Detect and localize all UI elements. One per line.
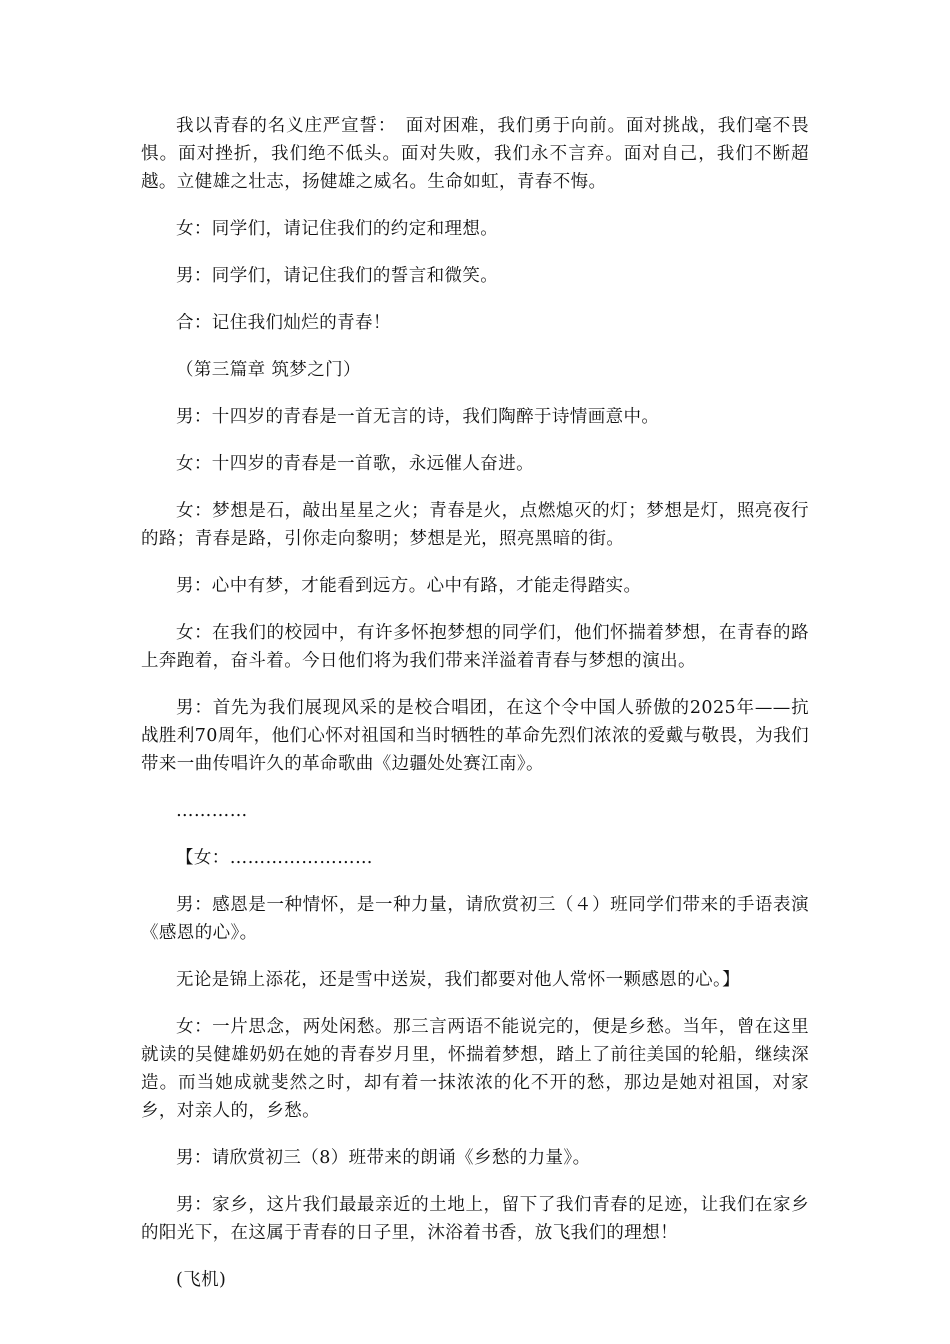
document-body [141, 112, 809, 1313]
paragraph-male-hometown: 男：家乡，这片我们最最亲近的土地上，留下了我们青春的足迹，让我们在家乡的阳光下，在这属于青春的日子里，沐浴着书香，放飞我们的理想！ [141, 1195, 809, 1243]
paragraph-female-promise: 女：同学们，请记住我们的约定和理想。 [176, 219, 499, 239]
paragraph-male-choir: 男：首先为我们展现风采的是校合唱团，在这个令中国人骄傲的2025年——抗战胜利70周年，他们心怀对祖国和当时牺牲的革命先烈们浓浓的爱戴与敬畏，为我们带来一曲传唱许久的革命歌曲《边疆处处赛江南》。 [141, 698, 809, 774]
paragraph-male-gratitude: 男：感恩是一种情怀，是一种力量，请欣赏初三（４）班同学们带来的手语表演《感恩的心》。 [141, 895, 809, 943]
paragraph-female-song: 女：十四岁的青春是一首歌，永远催人奋进。 [176, 454, 534, 474]
paragraph-oath: 我以青春的名义庄严宣誓： 面对困难，我们勇于向前。面对挑战，我们毫不畏惧。面对挫折，我们绝不低头。面对失败，我们永不言弃。面对自己，我们不断超越。立健雄之壮志，扬健雄之威名。生命如虹，青春不悔。 [141, 116, 809, 192]
paragraph-male-promise: 男：同学们，请记住我们的誓言和微笑。 [176, 266, 499, 286]
paragraph-together: 合：记住我们灿烂的青春！ [176, 313, 391, 333]
paragraph-female-bracket: 【女：…………………… [176, 848, 373, 868]
paragraph-male-heart: 男：心中有梦，才能看到远方。心中有路，才能走得踏实。 [176, 576, 642, 596]
paragraph-ellipsis: ………… [176, 801, 248, 821]
paragraph-female-campus: 女：在我们的校园中，有许多怀抱梦想的同学们，他们怀揣着梦想，在青春的路上奔跑着，奋斗着。今日他们将为我们带来洋溢着青春与梦想的演出。 [141, 623, 809, 671]
paragraph-gratitude-close: 无论是锦上添花，还是雪中送炭，我们都要对他人常怀一颗感恩的心。】 [176, 970, 741, 990]
paragraph-airplane: (飞机) [176, 1270, 227, 1290]
paragraph-female-nostalgia: 女：一片思念，两处闲愁。那三言两语不能说完的，便是乡愁。当年，曾在这里就读的吴健雄奶奶在她的青春岁月里，怀揣着梦想，踏上了前往美国的轮船，继续深造。而当她成就斐然之时，却有着一抹浓浓的化不开的愁，那边是她对祖国，对家乡，对亲人的，乡愁。 [141, 1017, 809, 1121]
paragraph-male-recitation: 男：请欣赏初三（8）班带来的朗诵《乡愁的力量》。 [176, 1148, 591, 1168]
paragraph-male-poem: 男：十四岁的青春是一首无言的诗，我们陶醉于诗情画意中。 [176, 407, 660, 427]
section-heading: （第三篇章 筑梦之门） [176, 360, 361, 380]
paragraph-female-dream: 女：梦想是石，敲出星星之火；青春是火，点燃熄灭的灯；梦想是灯，照亮夜行的路；青春是路，引你走向黎明；梦想是光，照亮黑暗的街。 [141, 501, 809, 549]
